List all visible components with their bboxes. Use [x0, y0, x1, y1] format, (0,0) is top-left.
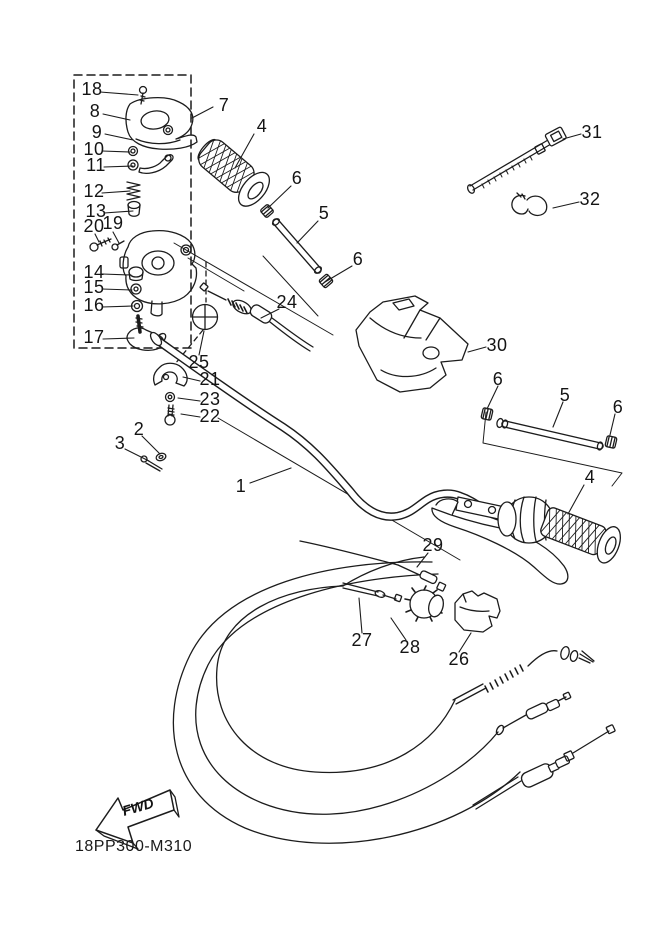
- cable-end-top: [453, 646, 594, 704]
- part-number-label: 32: [579, 189, 601, 210]
- handlebar-cover-30: [356, 296, 468, 392]
- part-number-label: 5: [559, 385, 571, 406]
- part-number-label: 20: [83, 216, 105, 237]
- part-number-label: 6: [492, 369, 504, 390]
- diagram-code: 18PP300-M310: [75, 838, 193, 855]
- part-number-label: 18: [81, 79, 103, 100]
- part-number-label: 21: [199, 369, 221, 390]
- part-number-label: 6: [352, 249, 364, 270]
- part-number-label: 11: [86, 155, 106, 176]
- part-number-label: 26: [448, 649, 470, 670]
- cable-27-end: [343, 583, 402, 602]
- part-number-label: 29: [422, 535, 444, 556]
- lever-cover-26: [455, 591, 500, 632]
- part-number-label: 15: [83, 277, 105, 298]
- part-number-label: 2: [133, 419, 145, 440]
- cable-end-middle: [495, 692, 571, 736]
- brake-lever-assembly: [432, 497, 568, 584]
- cable-tie-31: [466, 127, 567, 195]
- part-number-label: 7: [218, 95, 230, 116]
- part-number-label: 6: [612, 397, 624, 418]
- throttle-housing-parts: [90, 87, 197, 351]
- part-number-label: 30: [486, 335, 508, 356]
- right-guard-mount: [481, 408, 622, 486]
- part-number-label: 22: [199, 406, 221, 427]
- part-number-label: 19: [102, 213, 124, 234]
- part-number-label: 27: [351, 630, 373, 651]
- part-number-label: 9: [91, 122, 103, 143]
- part-number-label: 16: [83, 295, 105, 316]
- part-number-label: 25: [188, 352, 210, 373]
- part-number-label: 5: [318, 203, 330, 224]
- part-number-label: 28: [399, 637, 421, 658]
- fwd-text: FWD: [120, 794, 156, 819]
- adjuster-knob-28: [405, 586, 446, 621]
- part-number-label: 23: [199, 389, 221, 410]
- part-number-label: 4: [256, 116, 268, 137]
- cable-29-adjuster: [398, 565, 446, 591]
- part-number-label: 6: [291, 168, 303, 189]
- part-number-label: 4: [584, 467, 596, 488]
- part-number-label: 12: [83, 181, 105, 202]
- part-number-label: 17: [83, 327, 105, 348]
- left-grip: [191, 132, 276, 212]
- part-number-label: 13: [85, 201, 107, 222]
- clip-32: [512, 193, 547, 215]
- part-number-label: 10: [83, 139, 105, 160]
- part-number-label: 14: [83, 262, 105, 283]
- part-number-label: 8: [89, 101, 101, 122]
- part-number-label: 3: [114, 433, 126, 454]
- part-number-label: 1: [235, 476, 247, 497]
- part-number-label: 24: [276, 292, 298, 313]
- left-guard-mount: [260, 204, 333, 288]
- part-number-label: 31: [581, 122, 603, 143]
